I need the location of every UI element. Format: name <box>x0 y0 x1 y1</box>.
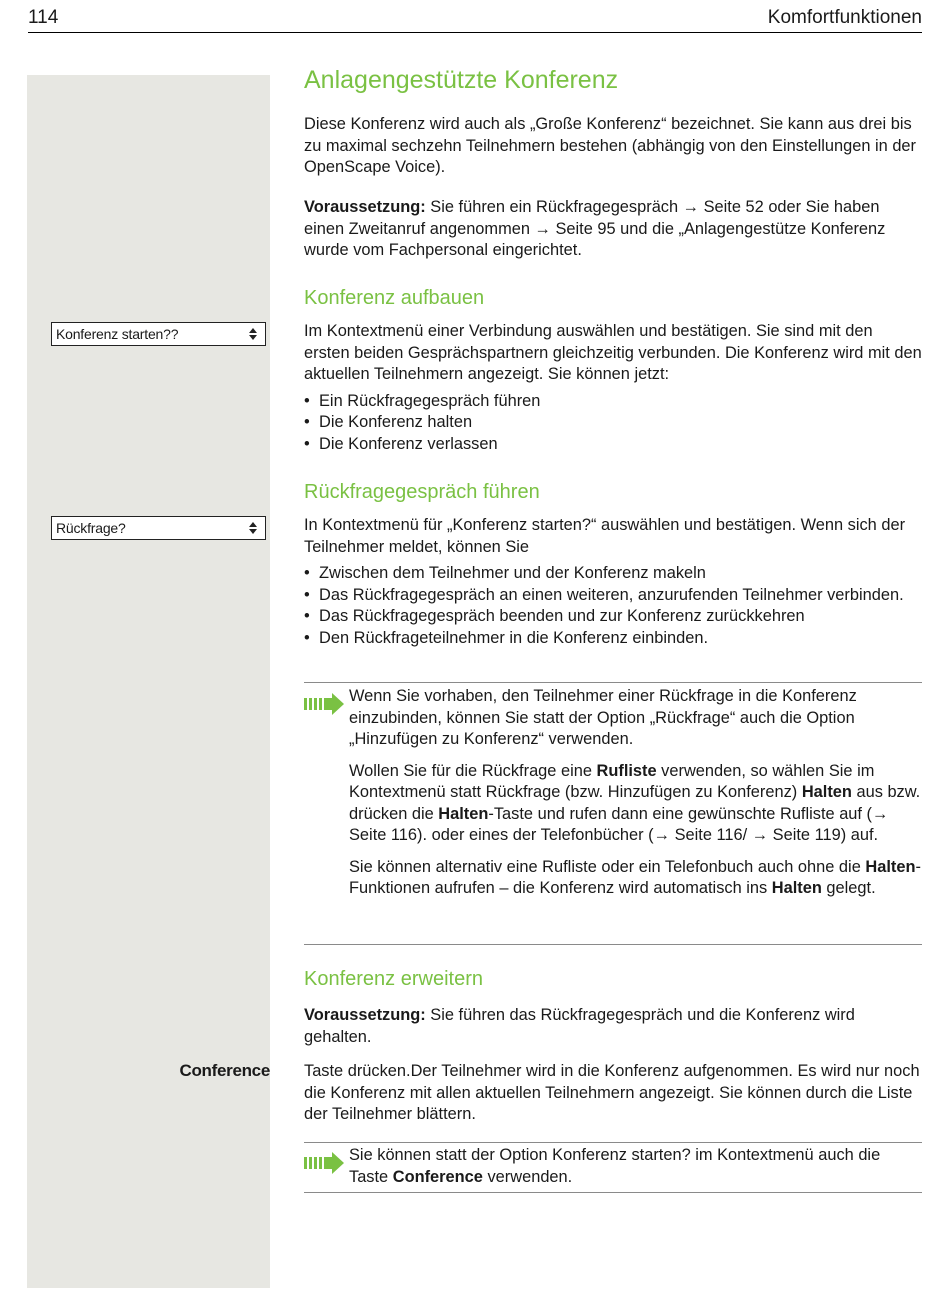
link-page-95[interactable]: → Seite 95 <box>534 219 616 238</box>
konferenz-starten-select[interactable] <box>51 322 266 346</box>
consult-section-body: In Kontextmenü für „Konferenz starten?“ auswählen und bestätigen. Wenn sich der Teilnehmer meldet, können Sie • Zwischen dem Teilnehmer und der Konferenz makeln • Das Rückfragegespräch an einen weiteren, anzurufenden Teilnehmer verbinden. • Das Rückfragegespräch beenden und zur Konferenz zurückkehren • Den Rückfrageteilnehmer in die Konferenz einbinden. <box>304 515 922 649</box>
build-section-body: Im Kontextmenü einer Verbindung auswählen und bestätigen. Sie sind mit den ersten beiden Gesprächspartnern gleichzeitig verbunden. Die Konferenz wird mit den aktuellen Teilnehmern angezeigt. Sie können jetzt: • Ein Rückfragegespräch führen • Die Konferenz halten • Die Konferenz verlassen <box>304 321 922 455</box>
hint-arrow-icon <box>304 1152 346 1174</box>
prerequisite-label: Voraussetzung: <box>304 1006 426 1024</box>
list-item: • Die Konferenz halten <box>304 412 922 434</box>
list-item: • Das Rückfragegespräch beenden und zur Konferenz zurückkehren <box>304 606 922 628</box>
chapter-title: Komfortfunktionen <box>767 7 922 28</box>
sidebar-column <box>27 75 270 1288</box>
list-item: • Den Rückfrageteilnehmer in die Konferenz einbinden. <box>304 628 922 650</box>
hint-arrow-icon <box>304 693 346 715</box>
note-1-paragraph-1: Wenn Sie vorhaben, den Teilnehmer einer Rückfrage in die Konferenz einzubinden, können Sie statt der Option „Rückfrage“ auch die Option „Hinzufügen zu Konferenz“ verwenden. <box>349 687 857 748</box>
select-label: Rückfrage? <box>56 520 126 536</box>
list-item: • Die Konferenz verlassen <box>304 434 922 456</box>
list-item: • Ein Rückfragegespräch führen <box>304 391 922 413</box>
up-down-arrows-icon <box>249 326 257 342</box>
note-box-1 <box>304 682 922 945</box>
conference-key-label: Conference <box>179 1061 270 1080</box>
note-box-2 <box>304 1142 922 1193</box>
intro-paragraph: Diese Konferenz wird auch als „Große Konferenz“ bezeichnet. Sie kann aus drei bis zu maximal sechzehn Teilnehmern bestehen (abhängig von den Einstellungen in der OpenScape Voice). <box>304 115 917 176</box>
heading-konferenz-aufbauen: Konferenz aufbauen <box>304 287 485 309</box>
page-title: Anlagengestützte Konferenz <box>304 66 619 94</box>
extend-prerequisite: Voraussetzung: Sie führen das Rückfragegespräch und die Konferenz wird gehalten. <box>304 1006 855 1046</box>
heading-rueckfragegespraech: Rückfragegespräch führen <box>304 481 540 503</box>
note-2-paragraph: Sie können statt der Option Konferenz starten? im Kontextmenü auch die Taste Conference verwenden. <box>349 1146 881 1186</box>
consult-options-list <box>304 563 922 649</box>
note-1-paragraph-3: Sie können alternativ eine Rufliste oder ein Telefonbuch auch ohne die Halten-Funktionen aufrufen – die Konferenz wird automatisch ins Halten gelegt. <box>349 857 921 897</box>
header-rule <box>28 32 922 33</box>
list-item: • Zwischen dem Teilnehmer und der Konferenz makeln <box>304 563 922 585</box>
heading-konferenz-erweitern: Konferenz erweitern <box>304 968 483 990</box>
prerequisite-label: Voraussetzung: <box>304 198 426 216</box>
rueckfrage-select[interactable] <box>51 516 266 540</box>
up-down-arrows-icon <box>249 520 257 536</box>
select-label: Konferenz starten?? <box>56 326 179 342</box>
prerequisite-paragraph: Voraussetzung: Sie führen ein Rückfragegespräch → Seite 52 oder Sie haben einen Zweitanruf angenommen → Seite 95 und die „Anlagengestütze Konferenz wurde vom Fachpersonal eingerichtet. <box>304 198 886 259</box>
build-options-list <box>304 391 922 456</box>
page-number: 114 <box>28 7 59 28</box>
link-page-52[interactable]: → Seite 52 <box>682 198 764 216</box>
note-1-paragraph-2: Wollen Sie für die Rückfrage eine Rufliste verwenden, so wählen Sie im Kontextmenü statt Rückfrage (bzw. Hinzufügen zu Konferenz) Halten aus bzw. drücken die Halten-Taste und rufen dann eine gewünschte Rufliste auf (→ Seite 116). oder eines der Telefonbücher (→ Seite 116/ → Seite 119) auf. <box>349 761 921 844</box>
extend-key-description: Taste drücken.Der Teilnehmer wird in die Konferenz aufgenommen. Es wird nur noch die Konferenz mit allen aktuellen Teilnehmern angezeigt. Sie können durch die Liste der Teilnehmer blättern. <box>304 1062 920 1123</box>
list-item: • Das Rückfragegespräch an einen weiteren, anzurufenden Teilnehmer verbinden. <box>304 585 922 607</box>
